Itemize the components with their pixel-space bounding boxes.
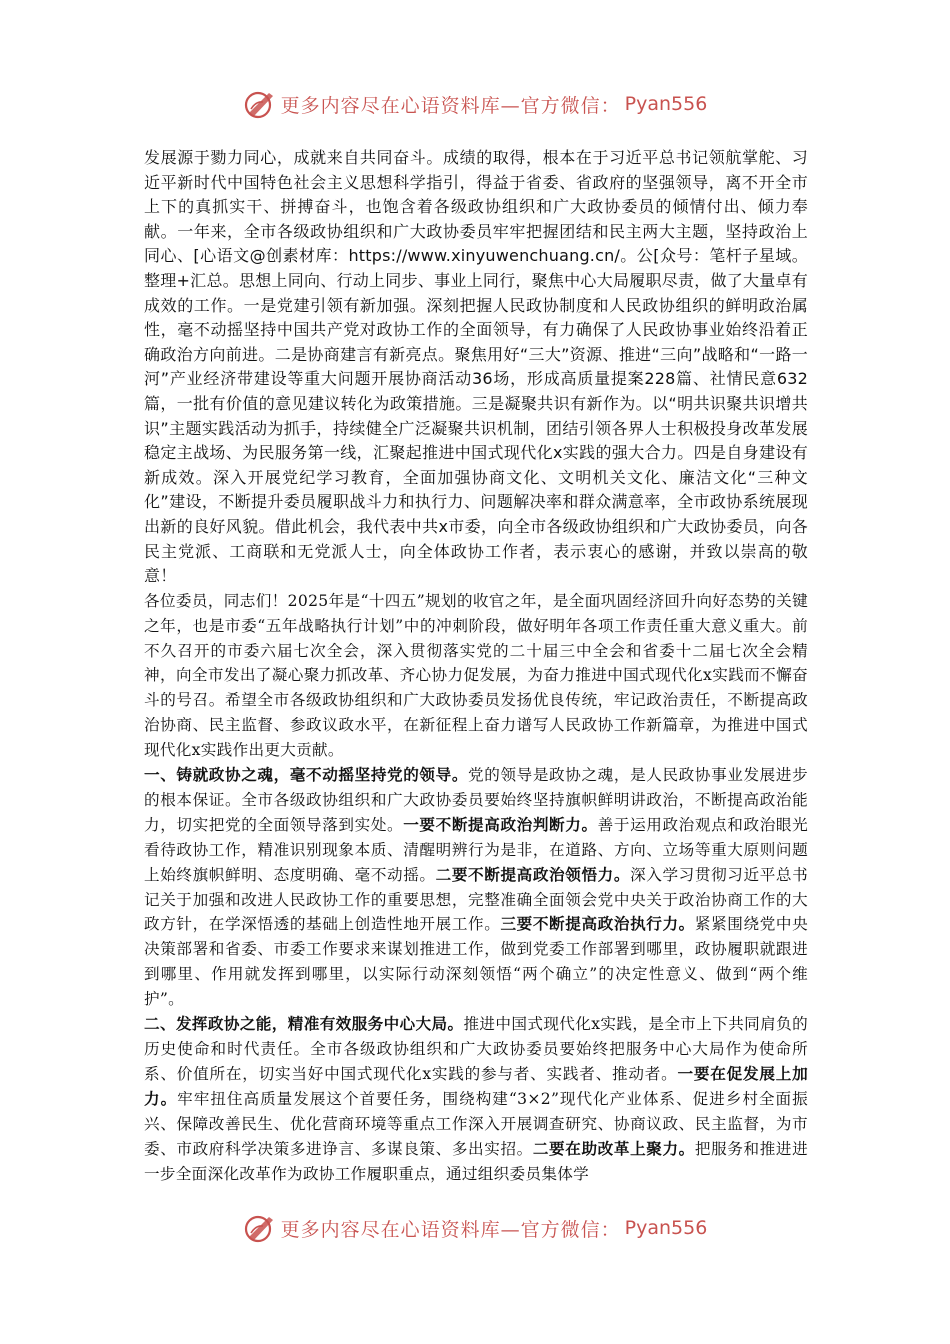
paragraph-address: 各位委员，同志们！2025年是“十四五”规划的收官之年，是全面巩固经济回升向好态势的关键之年，也是市委“五年战略执行计划”中的冲刺阶段，做好明年各项工作责任重大意义重大。前不久召开的市委六届七次全会，深入贯彻落实党的二十届三中全会和省委十二届七次全会精神，向全市发出了凝心聚力抓改革、齐心协力促发展，为奋力推进中国式现代化x实践而不懈奋斗的号召。希望全市各级政协组织和广大政协委员发扬优良传统，牢记政治责任，不断提高政治协商、民主监督、参政议政水平，在新征程上奋力谱写人民政协工作新篇章，为推进中国式现代化x实践作出更大贡献。 (144, 591, 808, 760)
paragraph-section-two (144, 1012, 808, 1186)
banner-wechat-id: Pyan556 (624, 1217, 708, 1239)
section-two-text-c: 牢牢扭住高质量发展这个首要任务，围绕构建“3×2”现代化产业体系、促进乡村全面振兴、保障改善民生、优化营商环境等重点工作深入开展调查研究、协商议政、民主监督，为市委、市政府科学决策多进诤言、多谋良策、多出实招。 (144, 1089, 808, 1158)
banner-text: 更多内容尽在心语资料库—官方微信： (280, 94, 621, 117)
banner-wechat-id: Pyan556 (624, 93, 708, 115)
watermark-banner-top (0, 84, 950, 124)
section-one-text-d: 深入学习贯彻习近平总书记关于加强和改进人民政协工作的重要思想，完整准确全面领会党中央关于政治协商工作的大政方针，在学深悟透的基础上创造性地开展工作。 (144, 865, 808, 934)
section-one-heading: 一、铸就政协之魂，毫不动摇坚持党的领导。 (144, 766, 469, 785)
section-two-text-d: 把服务和推进进一步全面深化改革作为政协工作履职重点，通过组织委员集体学 (144, 1139, 808, 1183)
section-one-text-c: 善于运用政治观点和政治眼光看待政协工作，精准识别现象本质、清醒明辨行为是非，在道路、方向、立场等重大原则问题上始终旗帜鲜明、态度明确、毫不动摇。 (144, 815, 808, 884)
paragraph-achievements: 发展源于勠力同心，成就来自共同奋斗。成绩的取得，根本在于习近平总书记领航掌舵、习近平新时代中国特色社会主义思想科学指引，得益于省委、省政府的坚强领导，离不开全市上下的真抓实干、拼搏奋斗，也饱含着各级政协组织和广大政协委员的倾情付出、倾力奉献。一年来，全市各级政协组织和广大政协委员牢牢把握团结和民主两大主题，坚持政治上同心、[心语文@创素材库：https://www.xinyuwenchuang.cn/。公[众号：笔杆子星域。整理+汇总。思想上同向、行动上同步、事业上同行，聚焦中心大局履职尽责，做了大量卓有成效的工作。一是党建引领有新加强。深刻把握人民政协制度和人民政协组织的鲜明政治属性，毫不动摇坚持中国共产党对政协工作的全面领导，有力确保了人民政协事业始终沿着正确政治方向前进。二是协商建言有新亮点。聚焦用好“三大”资源、推进“三向”战略和“一路一河”产业经济带建设等重大问题开展协商活动36场，形成高质量提案228篇、社情民意632篇，一批有价值的意见建议转化为政策措施。三是凝聚共识有新作为。以“明共识聚共识增共识”主题实践活动为抓手，持续健全广泛凝聚共识机制，团结引领各界人士积极投身改革发展稳定主战场、为民服务第一线，汇聚起推进中国式现代化x实践的强大合力。四是自身建设有新成效。深入开展党纪学习教育，全面加强协商文化、文明机关文化、廉洁文化“三种文化”建设，不断提升委员履职战斗力和执行力、问题解决率和群众满意率，全市政协系统展现出新的良好风貌。借此机会，我代表中共x市委，向全市各级政协组织和广大政协委员，向各民主党派、工商联和无党派人士，向全体政协工作者，表示衷心的感谢，并致以崇高的敬意！ (144, 148, 808, 586)
section-one-point-2: 二要不断提高政治领悟力。 (435, 865, 631, 884)
section-two-point-2: 二要在助改革上聚力。 (532, 1139, 695, 1158)
section-two-heading: 二、发挥政协之能，精准有效服务中心大局。 (144, 1015, 464, 1034)
section-one-point-3: 三要不断提高政治执行力。 (500, 915, 695, 934)
banner-text: 更多内容尽在心语资料库—官方微信： (280, 1218, 621, 1241)
section-two-point-1: 一要在促发展上加力。 (144, 1064, 808, 1108)
paragraph-section-one (144, 763, 808, 1012)
section-one-point-1: 一要不断提高政治判断力。 (403, 815, 598, 834)
section-one-text-e: 紧紧围绕党中央决策部署和省委、市委工作要求来谋划推进工作，做到党委工作部署到哪里，政协履职就跟进到哪里、作用就发挥到哪里，以实际行动深刻领悟“两个确立”的决定性意义、做到“两个维护”。 (144, 915, 808, 1009)
pen-logo-icon (243, 87, 277, 121)
document-body (144, 146, 808, 1186)
watermark-banner-bottom (0, 1208, 950, 1248)
section-one-text-a: 党的领导是政协之魂，是人民政协事业发展进步的根本保证。全市各级政协组织和广大政协委员要始终坚持旗帜鲜明讲政治，不断提高政治能力，切实把党的全面领导落到实处。 (144, 766, 808, 834)
pen-logo-icon (243, 1211, 277, 1245)
section-two-text-a: 推进中国式现代化x实践，是全市上下共同肩负的历史使命和时代责任。全市各级政协组织和广大政协委员要始终把服务中心大局作为使命所系、价值所在，切实当好中国式现代化x实践的参与者、实践者、推动者。 (144, 1015, 808, 1083)
